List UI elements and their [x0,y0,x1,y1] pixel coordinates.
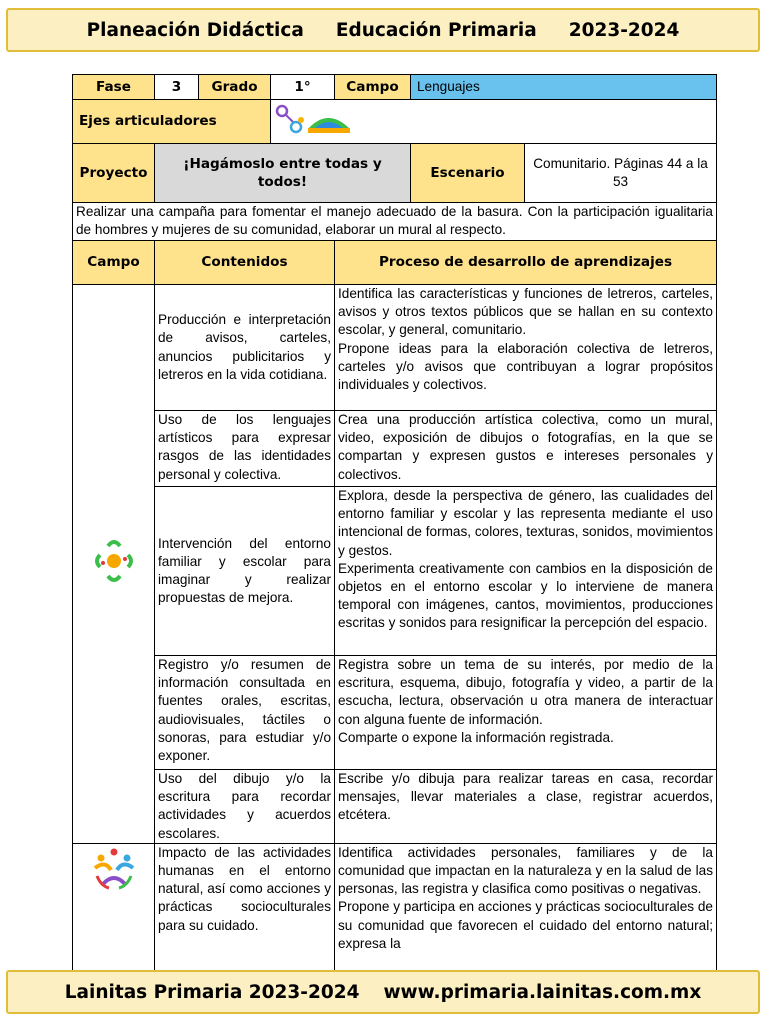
campo-lenguajes-cell [73,285,155,844]
fase-label: Fase [73,75,155,100]
contenido-3: Intervención del entorno familiar y escolar para imaginar y realizar propuestas de mejora. [155,487,335,656]
footer-url[interactable]: www.primaria.lainitas.com.mx [383,981,702,1003]
contenido-5: Uso del dibujo y/o la escritura para recordar actividades y acuerdos escolares. [155,770,335,844]
proceso-5: Escribe y/o dibuja para realizar tareas en casa, recordar mensajes, llevar materiales a clase, registrar acuerdos, etcétera. [335,770,717,844]
grado-label: Grado [199,75,271,100]
contenido-4: Registro y/o resumen de información consultada en fuentes orales, escritas, audiovisuales, táctiles o sonoras, para estudiar y/o exponer. [155,656,335,770]
fase-value: 3 [155,75,199,100]
proceso-6 [335,843,717,973]
planeacion-table [72,74,717,974]
ejes-icons [271,100,717,144]
contenido-6: Impacto de las actividades humanas en el entorno natural, así como acciones y prácticas socioculturales para su cuidado. [155,843,335,973]
project-description: Realizar una campaña para fomentar el manejo adecuado de la basura. Con la participación igualitaria de hombres y mujeres de su comunidad, elaborar un mural al respecto. [73,203,717,241]
grado-value: 1° [271,75,335,100]
footer-banner [6,970,760,1014]
proceso-1-p2: Propone ideas para la elaboración colectiva de letreros, carteles y/o avisos que contribuyan a lograr propósitos individuales y colectivos. [338,340,713,393]
ejes-label: Ejes articuladores [73,100,271,144]
proceso-4 [335,656,717,770]
col-campo: Campo [73,241,155,285]
proceso-2: Crea una producción artística colectiva, como un mural, video, exposición de dibujos o fotografías, en la que se compartan y expresen gustos e intereses personales y colectivos. [335,411,717,487]
proyecto-label: Proyecto [73,144,155,203]
proceso-6-p1: Identifica actividades personales, familiares y de la comunidad que impactan en la naturaleza y en la salud de las personas, las registra y clasifica como positivas o negativas. [338,844,713,897]
escenario-value: Comunitario. Páginas 44 a la 53 [525,144,717,203]
footer-brand: Lainitas Primaria 2023-2024 [64,981,360,1003]
proceso-1 [335,285,717,411]
proceso-3-p2: Experimenta creativamente con cambios en la disposición de objetos en el entorno escolar y lo interviene de manera temporal con imágenes, cantos, movimientos, producciones escritas y sonidos para resignificar la percepción del espacio. [338,560,713,631]
contenido-2: Uso de los lenguajes artísticos para expresar rasgos de las identidades personal y colectiva. [155,411,335,487]
proceso-3-p1: Explora, desde la perspectiva de género, las cualidades del entorno familiar y escolar y las representa mediante el uso intencional de formas, colores, texturas, sonidos, movimientos y gestos. [338,488,713,558]
contenido-1: Producción e interpretación de avisos, carteles, anuncios publicitarios y letreros en la vida cotidiana. [155,285,335,411]
header-level: Educación Primaria [335,19,537,41]
header-banner [6,8,760,52]
col-contenidos: Contenidos [155,241,335,285]
proceso-1-p1: Identifica las características y funciones de letreros, carteles, avisos y otros textos públicos que se hallan en su contexto escolar, y general, comunitario. [338,286,713,338]
header-year: 2023-2024 [568,19,680,41]
proceso-3 [335,487,717,656]
proceso-4-p1: Registra sobre un tema de su interés, por medio de la escritura, esquema, dibujo, fotografía y video, a partir de la escucha, lectura, observación u otra manera de interactuar con alguna fuente de información. [338,657,713,727]
proyecto-name: ¡Hagámoslo entre todas y todos! [155,144,411,203]
proceso-4-p2: Comparte o expone la información registrada. [338,729,614,745]
col-proceso: Proceso de desarrollo de aprendizajes [335,241,717,285]
campo-label: Campo [335,75,411,100]
lenguajes-icon [92,536,136,586]
campo-humano-cell [73,843,155,973]
interculturalidad-icon [274,101,374,137]
proceso-6-p2: Propone y participa en acciones y prácticas socioculturales de su comunidad que favorecen el cuidado del entorno natural; expresa la [338,899,713,951]
header-title: Planeación Didáctica [86,19,304,41]
campo-value: Lenguajes [411,75,717,100]
humano-comunitario-icon [87,846,141,896]
escenario-label: Escenario [411,144,525,203]
